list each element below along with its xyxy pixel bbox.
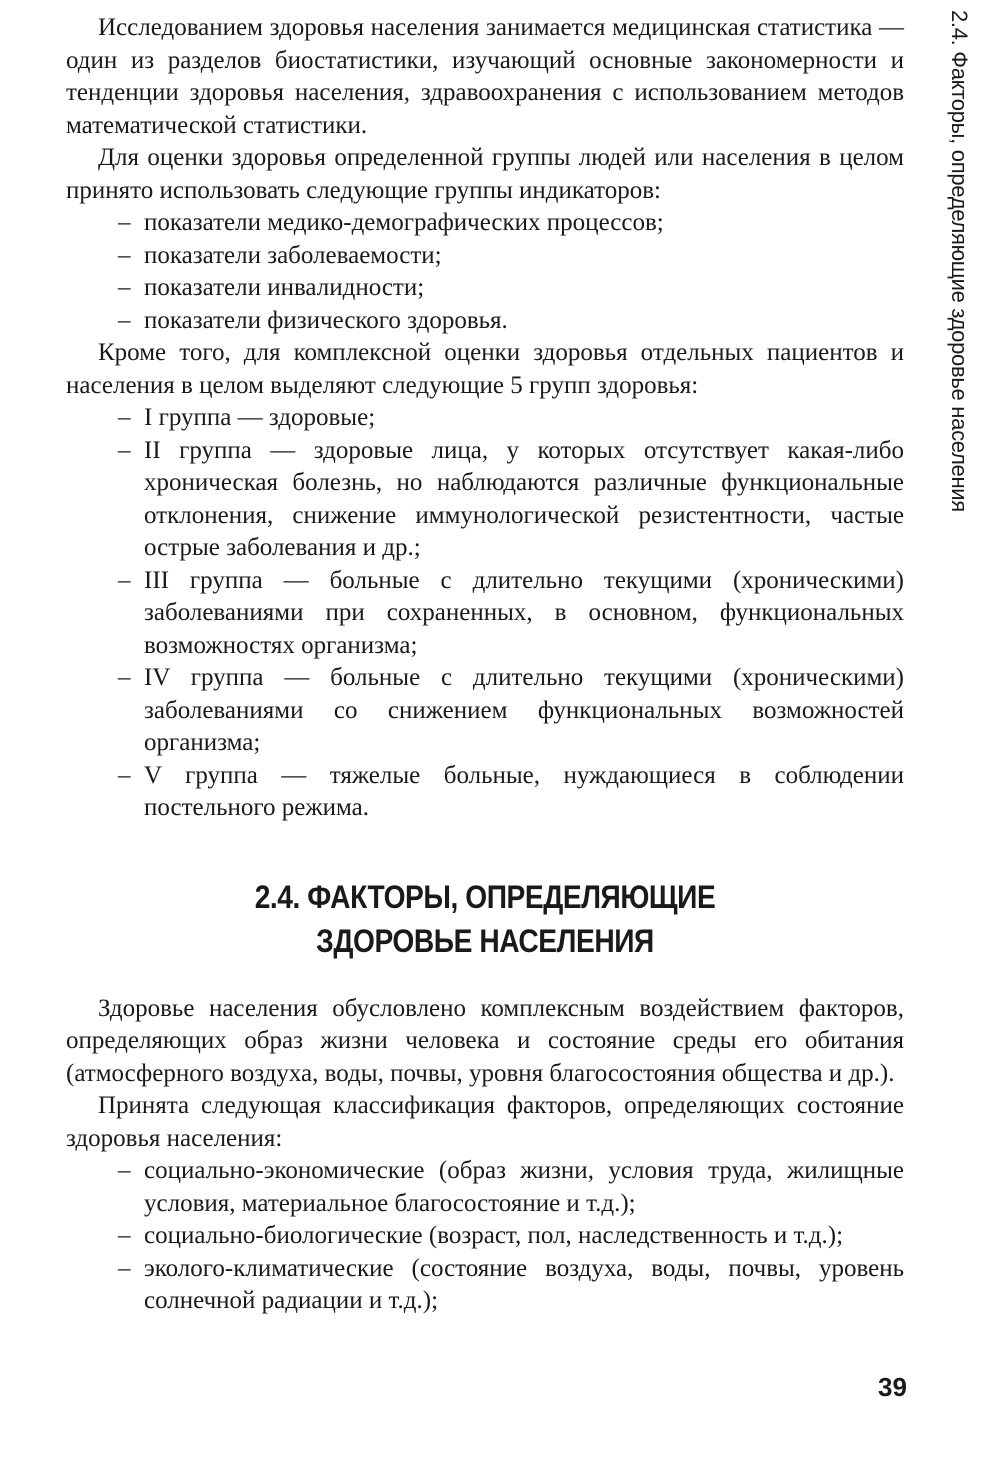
page-number: 39: [878, 1372, 907, 1402]
section-heading-line1: 2.4. ФАКТОРЫ, ОПРЕДЕЛЯЮЩИЕ: [254, 878, 716, 915]
list-item: – V группа — тяжелые больные, нуждающиеся в соблюдении постельного режима.: [118, 761, 904, 821]
list-item: – показатели инвалидности;: [118, 274, 425, 301]
paragraph-indicators-intro: Для оценки здоровья определенной группы людей или населения в целом принято использовать следующие группы индикаторов:: [66, 144, 904, 204]
list-item: – эколого-климатические (состояние воздуха, воды, почвы, уровень солнечной радиации и т.д.);: [118, 1254, 904, 1314]
list-item: – II группа — здоровые лица, у которых отсутствует какая-либо хроническая болезнь, но наблюдаются различные функциональные отклонения, снижение иммунологической резистентности, частые острые заболевания и др.;: [118, 436, 904, 561]
paragraph-health-groups-intro: Кроме того, для комплексной оценки здоровья отдельных пациентов и населения в целом выделяют следующие 5 групп здоровья:: [66, 339, 904, 399]
paragraph-medical-statistics: Исследованием здоровья населения занимается медицинская статистика — один из разделов биостатистики, изучающий основные закономерности и тенденции здоровья населения, здравоохранения с использованием методов математической статистики.: [66, 14, 904, 139]
paragraph-classification-intro: Принята следующая классификация факторов, определяющих состояние здоровья населения:: [66, 1092, 904, 1152]
page-body: [66, 12, 904, 1318]
indicators-list: [66, 207, 904, 337]
running-head: 2.4. Факторы, определяющие здоровье населения: [947, 10, 972, 512]
factors-list: [66, 1155, 904, 1318]
section-heading: [116, 875, 853, 963]
list-item: – показатели физического здоровья.: [118, 306, 508, 334]
list-item: – социально-экономические (образ жизни, условия труда, жилищные условия, материальное благосостояние и т.д.);: [118, 1157, 904, 1217]
list-item: – показатели заболеваемости;: [118, 241, 442, 269]
list-item: – показатели медико-демографических процессов;: [118, 209, 664, 236]
section-heading-line2: ЗДОРОВЬЕ НАСЕЛЕНИЯ: [316, 922, 654, 959]
list-item: – социально-биологические (возраст, пол, наследственность и т.д.);: [118, 1222, 844, 1249]
list-item: – III группа — больные с длительно текущими (хроническими) заболеваниями при сохраненных, в основном, функциональных возможностях организма;: [118, 566, 904, 659]
list-item: – I группа — здоровые;: [118, 404, 376, 431]
list-item: – IV группа — больные с длительно текущими (хроническими) заболеваниями со снижением функциональных возможностей организма;: [118, 664, 904, 756]
paragraph-population-health: Здоровье населения обусловлено комплексным воздействием факторов, определяющих образ жизни человека и состояние среды его обитания (атмосферного воздуха, воды, почвы, уровня благосостояния общества и др.).: [66, 994, 904, 1087]
health-groups-list: [66, 402, 904, 825]
